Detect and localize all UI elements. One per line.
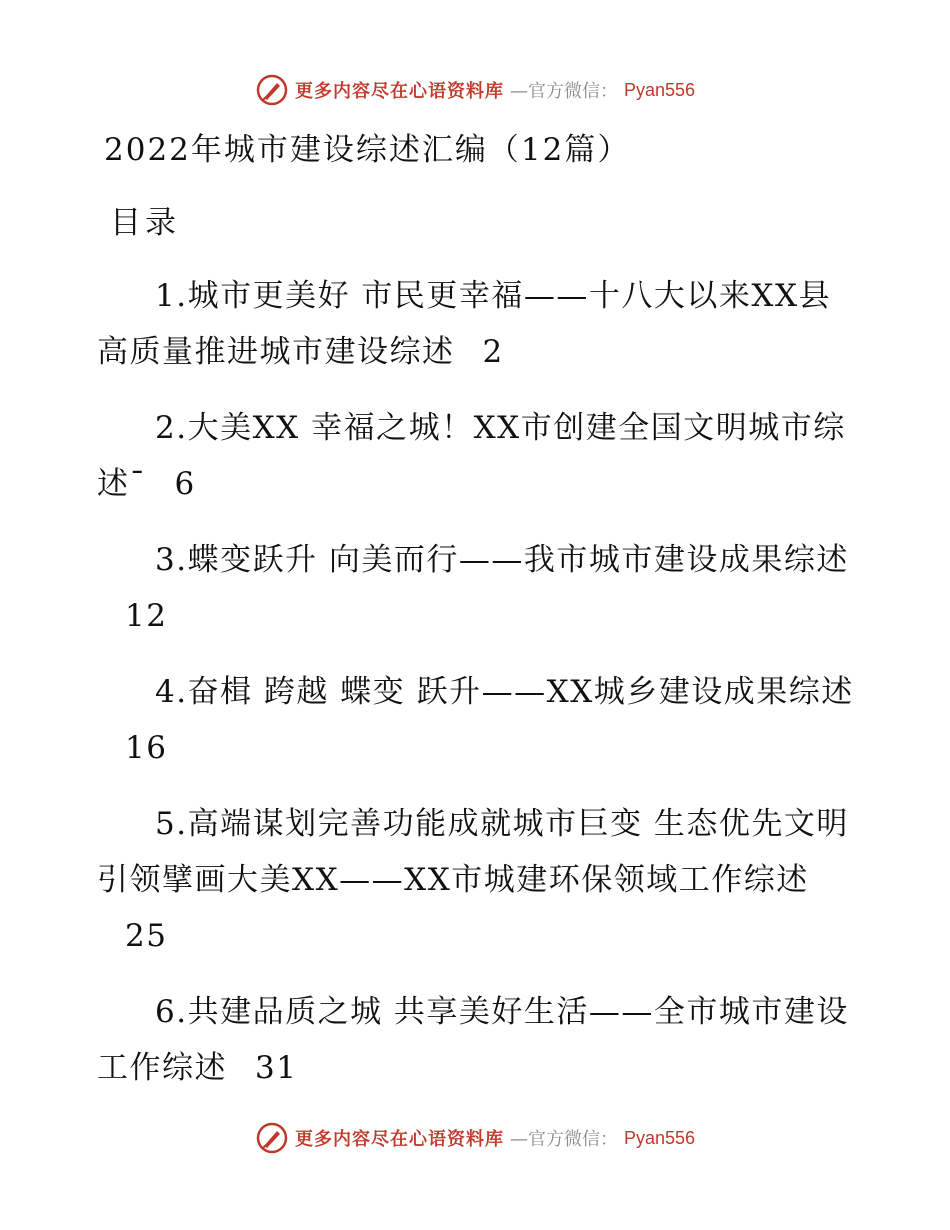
toc-item-title: 2.大美XX 幸福之城！XX市创建全国文明城市综述¯ bbox=[97, 410, 846, 502]
watermark-rest-text: —官方微信： bbox=[509, 1129, 618, 1150]
watermark-rest-text: —官方微信： bbox=[509, 81, 618, 102]
toc-item-page: 16 bbox=[125, 730, 168, 766]
toc-item[interactable] bbox=[97, 796, 857, 964]
toc-item-page: 2 bbox=[482, 334, 504, 370]
toc-item[interactable] bbox=[97, 268, 857, 380]
toc-item[interactable] bbox=[97, 400, 857, 512]
toc-item-page: 25 bbox=[125, 918, 168, 954]
watermark-main-text: 更多内容尽在心语资料库 bbox=[294, 1129, 504, 1150]
toc-item-title: 5.高端谋划完善功能成就城市巨变 生态优先文明引领擘画大美XX——XX市城建环保领域工作综述 bbox=[97, 806, 849, 898]
watermark-wechat-id: Pyan556 bbox=[623, 1127, 696, 1148]
table-of-contents bbox=[97, 268, 857, 1116]
toc-item-page: 12 bbox=[125, 598, 168, 634]
document-title: 2022年城市建设综述汇编（12篇） bbox=[104, 132, 631, 168]
watermark-footer bbox=[0, 1118, 950, 1158]
quill-logo-icon bbox=[255, 73, 289, 107]
toc-item-title: 4.奋楫 跨越 蝶变 跃升——XX城乡建设成果综述 bbox=[155, 674, 854, 710]
toc-item[interactable] bbox=[97, 664, 857, 776]
toc-item-page: 31 bbox=[255, 1050, 298, 1086]
watermark-header bbox=[0, 70, 950, 110]
watermark-wechat-id: Pyan556 bbox=[623, 79, 696, 100]
toc-item-page: 6 bbox=[174, 466, 196, 502]
quill-logo-icon bbox=[255, 1121, 289, 1155]
toc-item-title: 1.城市更美好 市民更幸福——十八大以来XX县高质量推进城市建设综述 bbox=[97, 278, 832, 370]
watermark-main-text: 更多内容尽在心语资料库 bbox=[294, 81, 504, 102]
toc-item[interactable] bbox=[97, 532, 857, 644]
toc-item-title: 6.共建品质之城 共享美好生活——全市城市建设工作综述 bbox=[97, 994, 849, 1086]
toc-item[interactable] bbox=[97, 984, 857, 1096]
toc-item-title: 3.蝶变跃升 向美而行——我市城市建设成果综述 bbox=[155, 542, 849, 578]
toc-heading: 目录 bbox=[110, 205, 180, 241]
